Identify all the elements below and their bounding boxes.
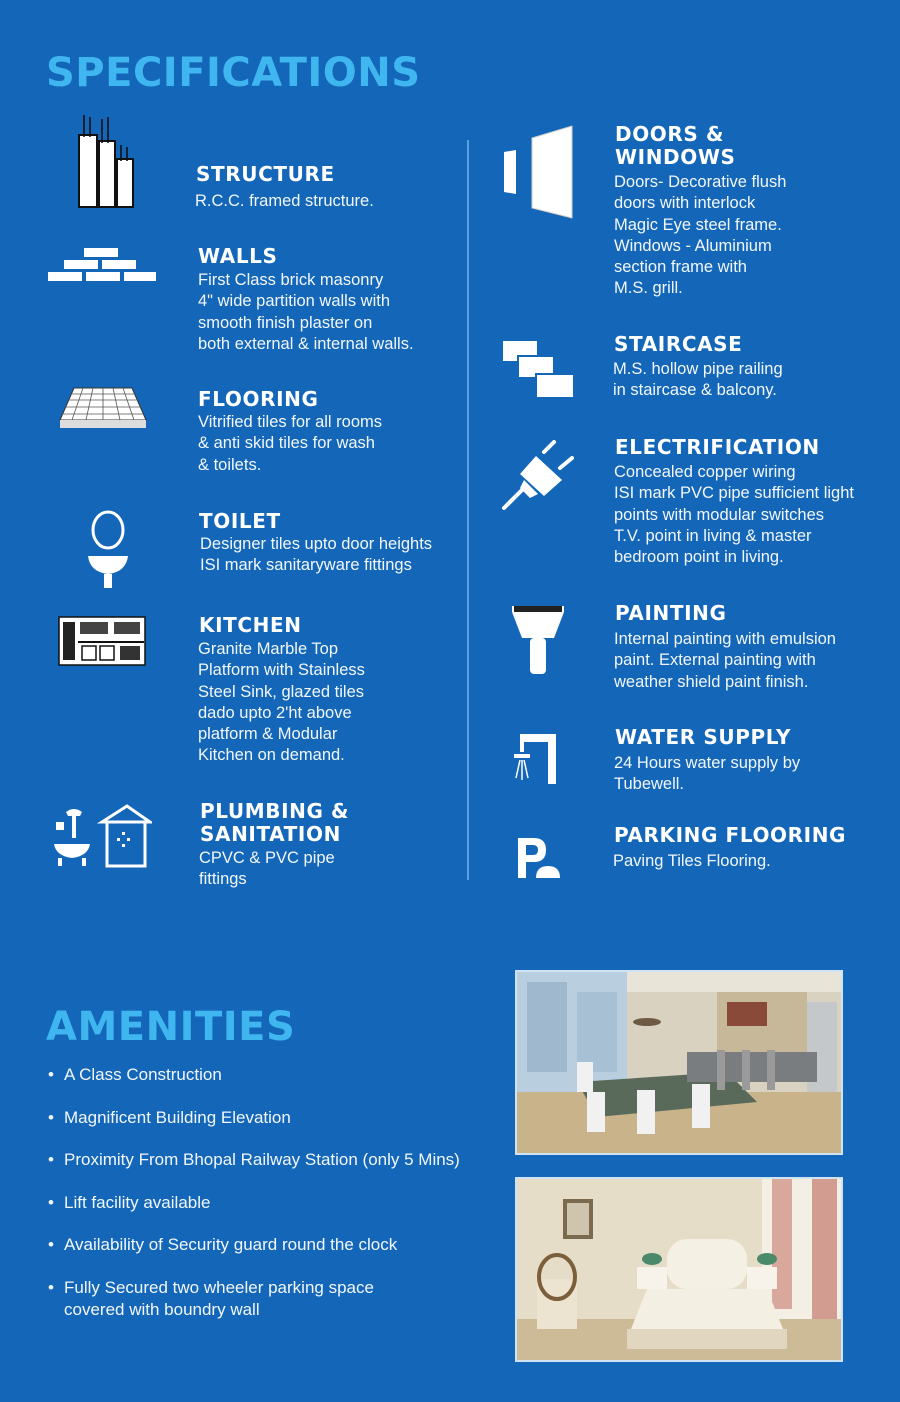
living-dining-photo [515,970,843,1155]
spec-desc-toilet: Designer tiles upto door heights ISI mark sanitaryware fittings [200,535,433,575]
specifications-heading: SPECIFICATIONS [46,50,421,96]
bricks-icon [46,246,158,284]
amenity-item: • Fully Secured two wheeler parking space covered with boundry wall [48,1277,478,1321]
kitchen-icon [58,616,146,666]
spec-desc-parking-flooring: Paving Tiles Flooring. [613,852,771,870]
spec-title-parking-flooring: PARKING FLOORING [614,823,847,847]
plumbing-icon [52,802,152,870]
spec-desc-electrification: Concealed copper wiring ISI mark PVC pipe sufficient light points with modular switches T.V. point in living & master bedroom point in living. [614,463,854,567]
water-tap-icon [512,726,562,786]
spec-desc-doors-windows: Doors- Decorative flush doors with interlock Magic Eye steel frame. Windows - Aluminium section frame with M.S. grill. [614,173,787,298]
column-divider [467,140,469,880]
spec-title-electrification: ELECTRIFICATION [615,435,820,459]
spec-desc-plumbing: CPVC & PVC pipe fittings [199,849,335,889]
spec-desc-structure: R.C.C. framed structure. [195,192,374,210]
amenity-item: • Lift facility available [48,1192,478,1214]
bedroom-photo [515,1177,843,1362]
spec-title-flooring: FLOORING [198,387,319,411]
amenities-list [48,1064,478,1341]
spec-desc-walls: First Class brick masonry 4" wide partition walls with smooth finish plaster on both external & internal walls. [198,271,414,353]
amenity-item: • Magnificent Building Elevation [48,1107,478,1129]
floor-tiles-icon [58,386,148,430]
spec-desc-flooring: Vitrified tiles for all rooms & anti skid tiles for wash & toilets. [198,413,383,474]
spec-title-water-supply: WATER SUPPLY [615,725,792,749]
spec-desc-staircase: M.S. hollow pipe railing in staircase & balcony. [613,360,783,400]
building-columns-icon [76,113,138,209]
spec-title-walls: WALLS [198,244,278,268]
toilet-icon [86,510,130,590]
spec-desc-kitchen: Granite Marble Top Platform with Stainless Steel Sink, glazed tiles dado upto 2'ht above platform & Modular Kitchen on demand. [198,640,365,765]
amenities-heading: AMENITIES [46,1004,296,1050]
parking-icon [514,836,562,880]
door-icon [500,124,578,220]
spec-title-structure: STRUCTURE [196,162,335,186]
spec-title-toilet: TOILET [199,509,281,533]
spec-title-plumbing: PLUMBING & SANITATION [200,799,350,846]
amenity-item: • A Class Construction [48,1064,478,1086]
spec-desc-water-supply: 24 Hours water supply by Tubewell. [614,754,801,794]
spec-title-doors-windows: DOORS & WINDOWS [615,122,736,169]
amenity-item: • Availability of Security guard round the clock [48,1234,478,1256]
spec-title-staircase: STAIRCASE [614,332,743,356]
spec-desc-painting: Internal painting with emulsion paint. External painting with weather shield paint finish. [614,630,836,691]
spec-title-painting: PAINTING [615,601,727,625]
paint-brush-icon [510,604,566,676]
amenity-item: • Proximity From Bhopal Railway Station (only 5 Mins) [48,1149,478,1171]
plug-icon [500,440,578,512]
spec-title-kitchen: KITCHEN [199,613,302,637]
stairs-icon [500,336,576,402]
